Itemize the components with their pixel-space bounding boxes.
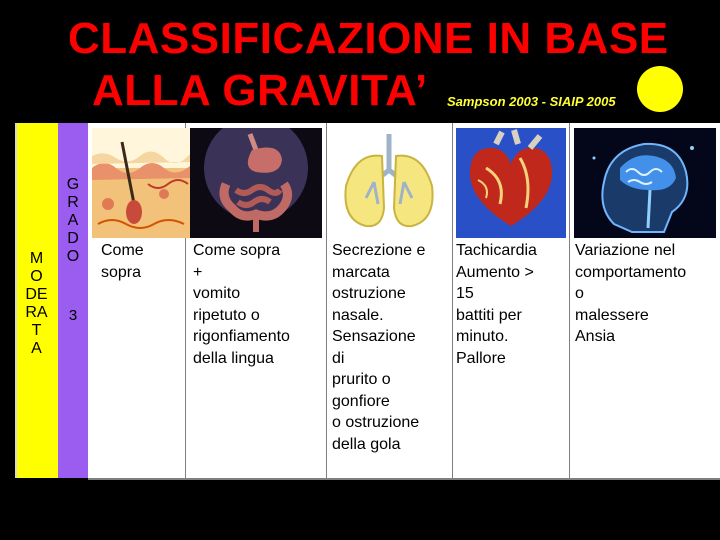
grade-number: 3: [68, 307, 78, 324]
symptom-line: minuto.: [456, 328, 509, 345]
symptom-line: Come sopra: [193, 242, 281, 259]
intestine-icon: [190, 128, 322, 238]
symptom-line: vomito: [193, 285, 241, 302]
slide-title-line-2: ALLA GRAVITA’: [92, 66, 428, 115]
respiratory-symptoms: [332, 240, 425, 455]
symptom-line: di: [332, 349, 345, 367]
severity-label-line: DE: [25, 286, 48, 303]
severity-label-line: T: [31, 322, 42, 339]
grade-label: [58, 176, 88, 266]
grade-label-line: A: [67, 212, 79, 229]
symptom-line: Ansia: [575, 328, 616, 345]
severity-label-line: A: [31, 340, 42, 357]
grade-label-line: D: [67, 230, 79, 247]
table-bottom-border: [88, 478, 720, 480]
symptom-line: marcata: [332, 263, 390, 281]
severity-label: [15, 250, 58, 358]
symptom-line: 15: [456, 285, 474, 302]
citation: Sampson 2003 - SIAIP 2005: [447, 94, 616, 109]
symptom-line: Secrezione e: [332, 242, 426, 259]
neurological-symptoms: [575, 240, 686, 348]
symptom-line: prurito o: [332, 371, 391, 388]
symptom-line: Aumento >: [456, 263, 534, 281]
skin-symptoms: [101, 240, 144, 283]
symptom-line: della gola: [332, 435, 401, 453]
skin-icon: [92, 128, 190, 238]
symptom-line: della lingua: [193, 349, 274, 367]
symptom-line: ripetuto o: [193, 306, 260, 324]
symptom-line: comportamento: [575, 263, 687, 281]
symptom-line: o ostruzione: [332, 414, 420, 431]
symptom-line: ostruzione: [332, 285, 406, 302]
symptom-line: +: [193, 263, 203, 281]
column-divider: [452, 123, 453, 480]
symptom-line: Variazione nel: [575, 242, 676, 259]
column-divider: [326, 123, 327, 480]
symptom-line: Tachicardia: [456, 242, 537, 259]
severity-label-line: RA: [25, 304, 48, 321]
brain-icon: [574, 128, 716, 238]
symptom-line: nasale.: [332, 306, 384, 324]
lungs-icon: [330, 128, 448, 238]
symptom-line: o: [575, 285, 584, 302]
symptom-line: Sensazione: [332, 328, 416, 345]
grade-label-line: G: [66, 176, 80, 193]
column-divider: [569, 123, 570, 480]
heart-icon: [456, 128, 566, 238]
slide-title-line-1: CLASSIFICAZIONE IN BASE: [68, 14, 669, 63]
grade-label-line: R: [67, 194, 79, 211]
symptom-line: Pallore: [456, 349, 506, 367]
severity-label-line: O: [30, 268, 43, 285]
symptom-line: rigonfiamento: [193, 328, 290, 345]
grade-label-line: O: [66, 248, 80, 265]
symptom-line: Come: [101, 242, 144, 259]
yellow-dot: [637, 66, 683, 112]
symptom-line: battiti per: [456, 306, 522, 324]
gastrointestinal-symptoms: [193, 240, 290, 369]
symptom-line: malessere: [575, 306, 649, 324]
cardiovascular-symptoms: [456, 240, 537, 369]
severity-label-line: M: [29, 250, 44, 267]
symptom-line: sopra: [101, 263, 142, 281]
symptom-line: gonfiore: [332, 392, 390, 410]
